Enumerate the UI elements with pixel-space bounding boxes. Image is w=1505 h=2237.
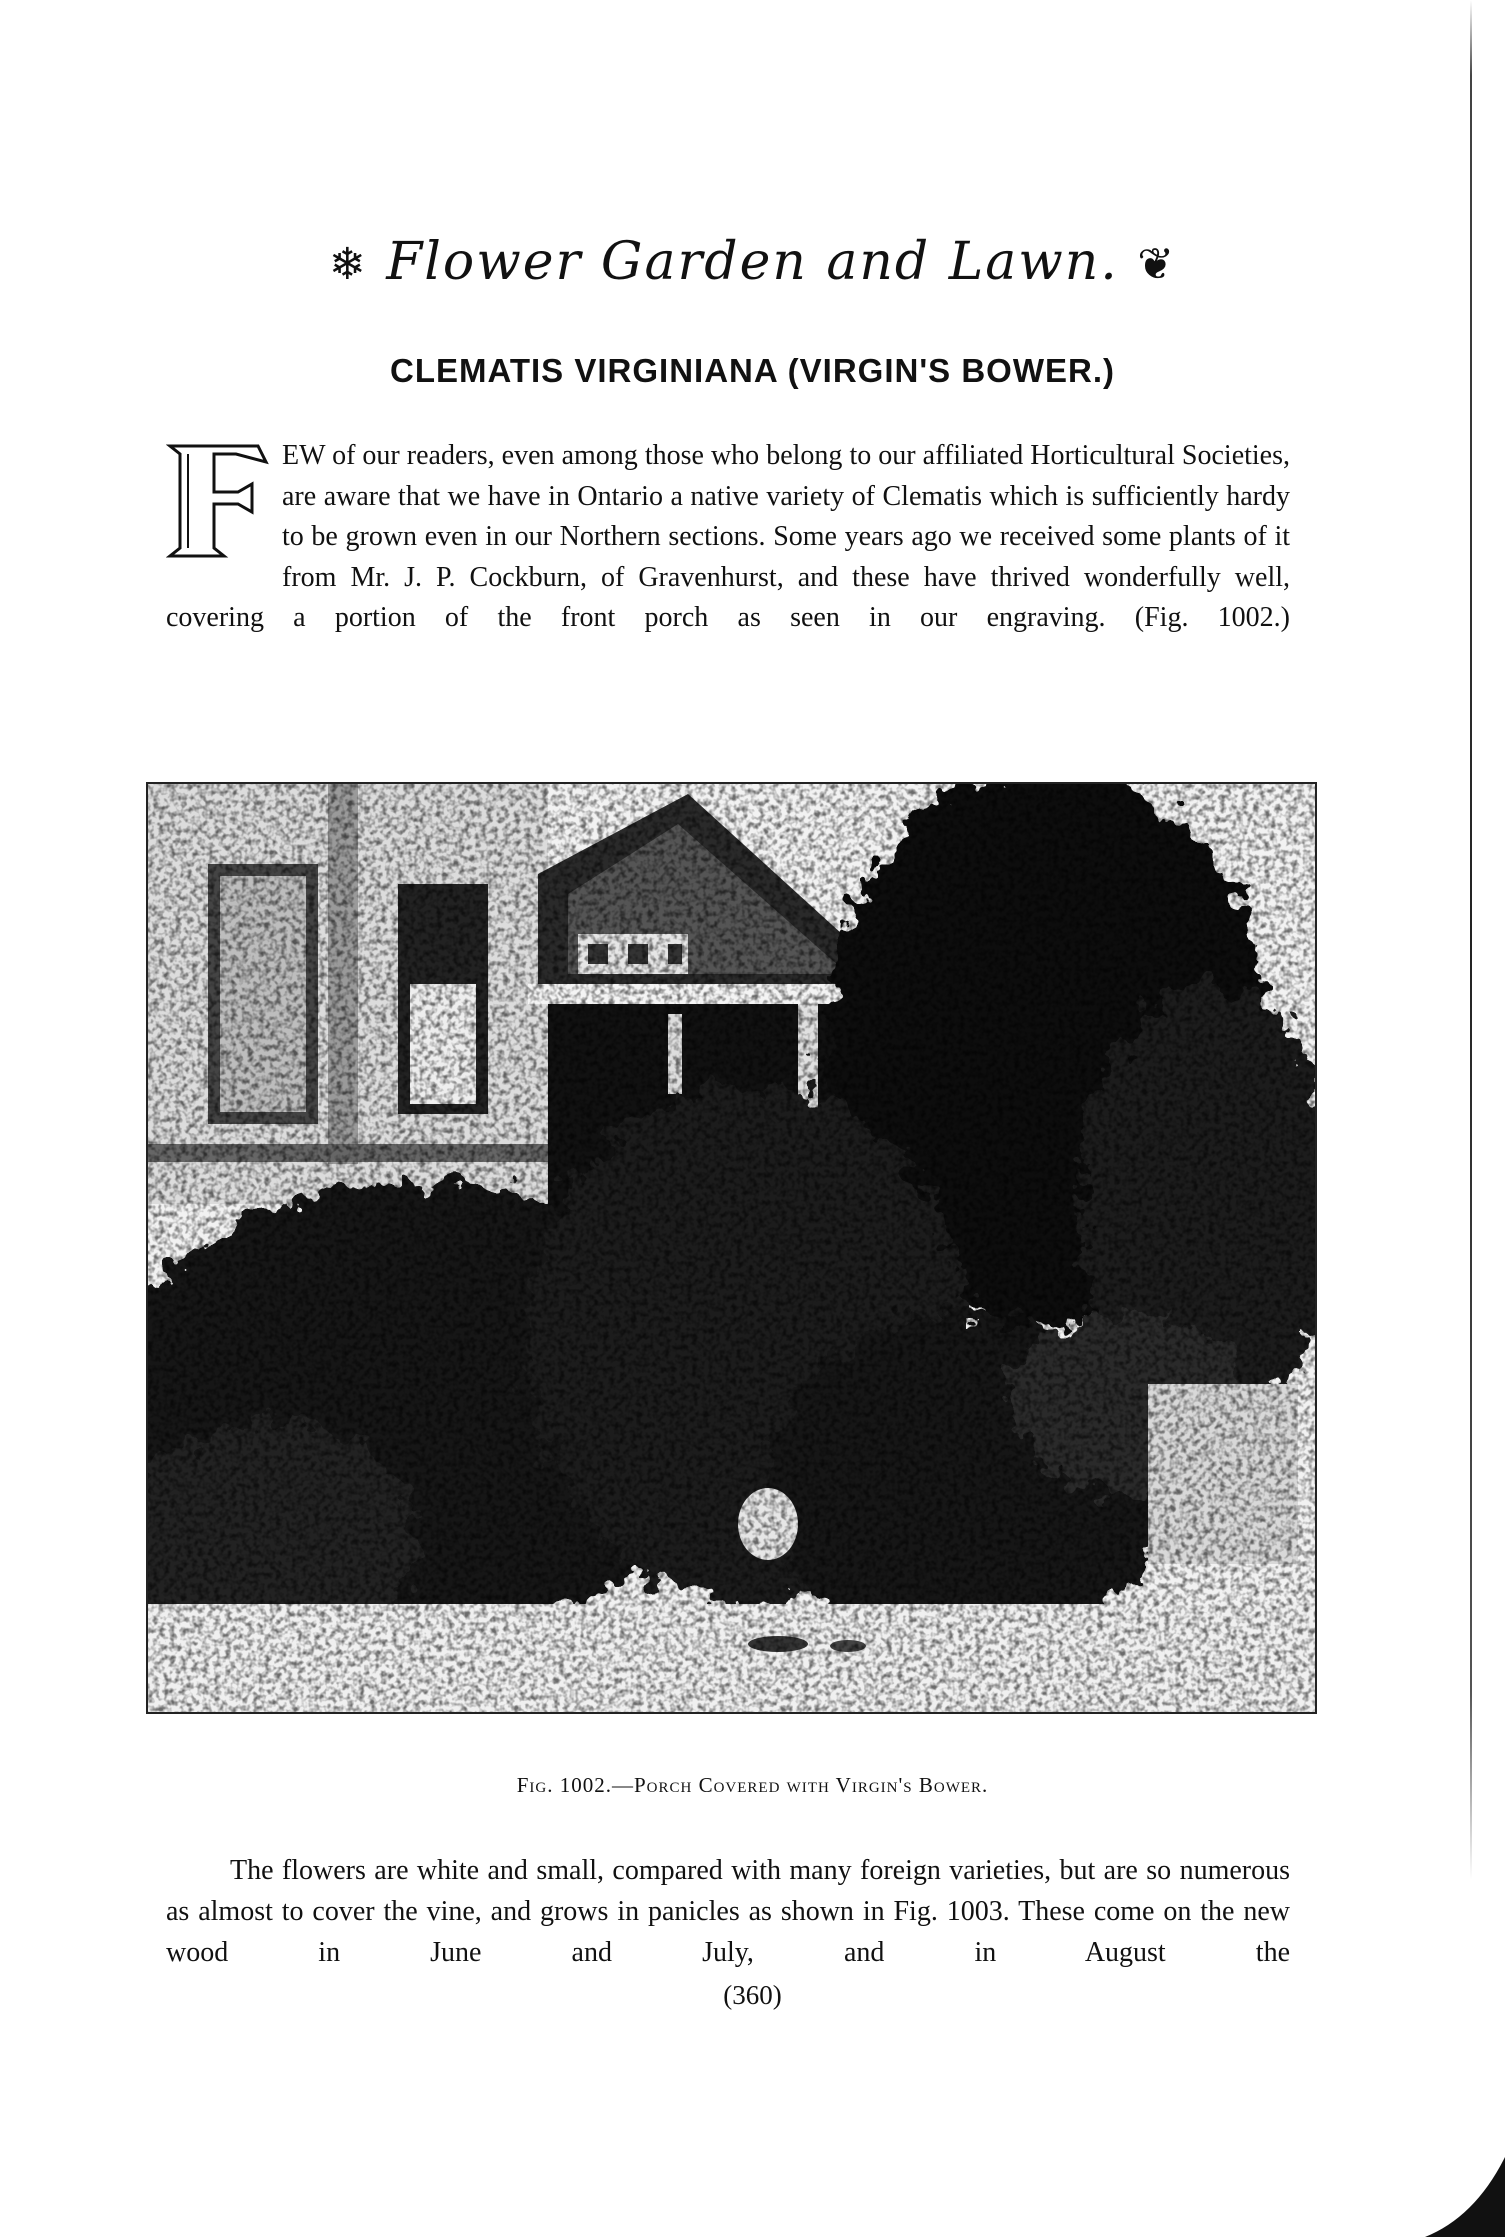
figure-caption: Fig. 1002.—Porch Covered with Virgin's Bower. xyxy=(516,1773,989,1797)
drop-cap-letter: F xyxy=(218,510,219,511)
page-number: (360) xyxy=(723,1980,782,2010)
intro-paragraph xyxy=(166,436,1290,639)
intro-text: EW of our readers, even among those who belong to our affiliated Horticultural Societies, are aware that we have in Ontario a native variety of Clematis which is sufficiently hardy to be grown even in our Northern sections. Some years ago we received some plants of it from Mr. J. P. Cockburn, of Gravenhurst, and these have thrived wonderfully well, covering a portion of the front porch as seen in our engraving. (Fig. 1002.) xyxy=(166,440,1290,633)
ornament-left-icon: ❄ xyxy=(328,239,368,290)
continuation-paragraph xyxy=(166,1850,1290,1973)
section-title: Flower Garden and Lawn. xyxy=(386,232,1119,292)
section-header xyxy=(0,232,1505,292)
drop-cap xyxy=(166,440,270,562)
ornament-right-icon: ❦ xyxy=(1137,239,1177,290)
scan-corner-mark xyxy=(1415,2147,1505,2237)
porch-engraving xyxy=(146,782,1317,1714)
continuation-text: The flowers are white and small, compared with many foreign varieties, but are so numerous as almost to cover the vine, and grows in panicles as shown in Fig. 1003. These come on the new wood in June and July, and in August the xyxy=(166,1855,1290,1968)
article-title: CLEMATIS VIRGINIANA (VIRGIN'S BOWER.) xyxy=(389,352,1115,389)
